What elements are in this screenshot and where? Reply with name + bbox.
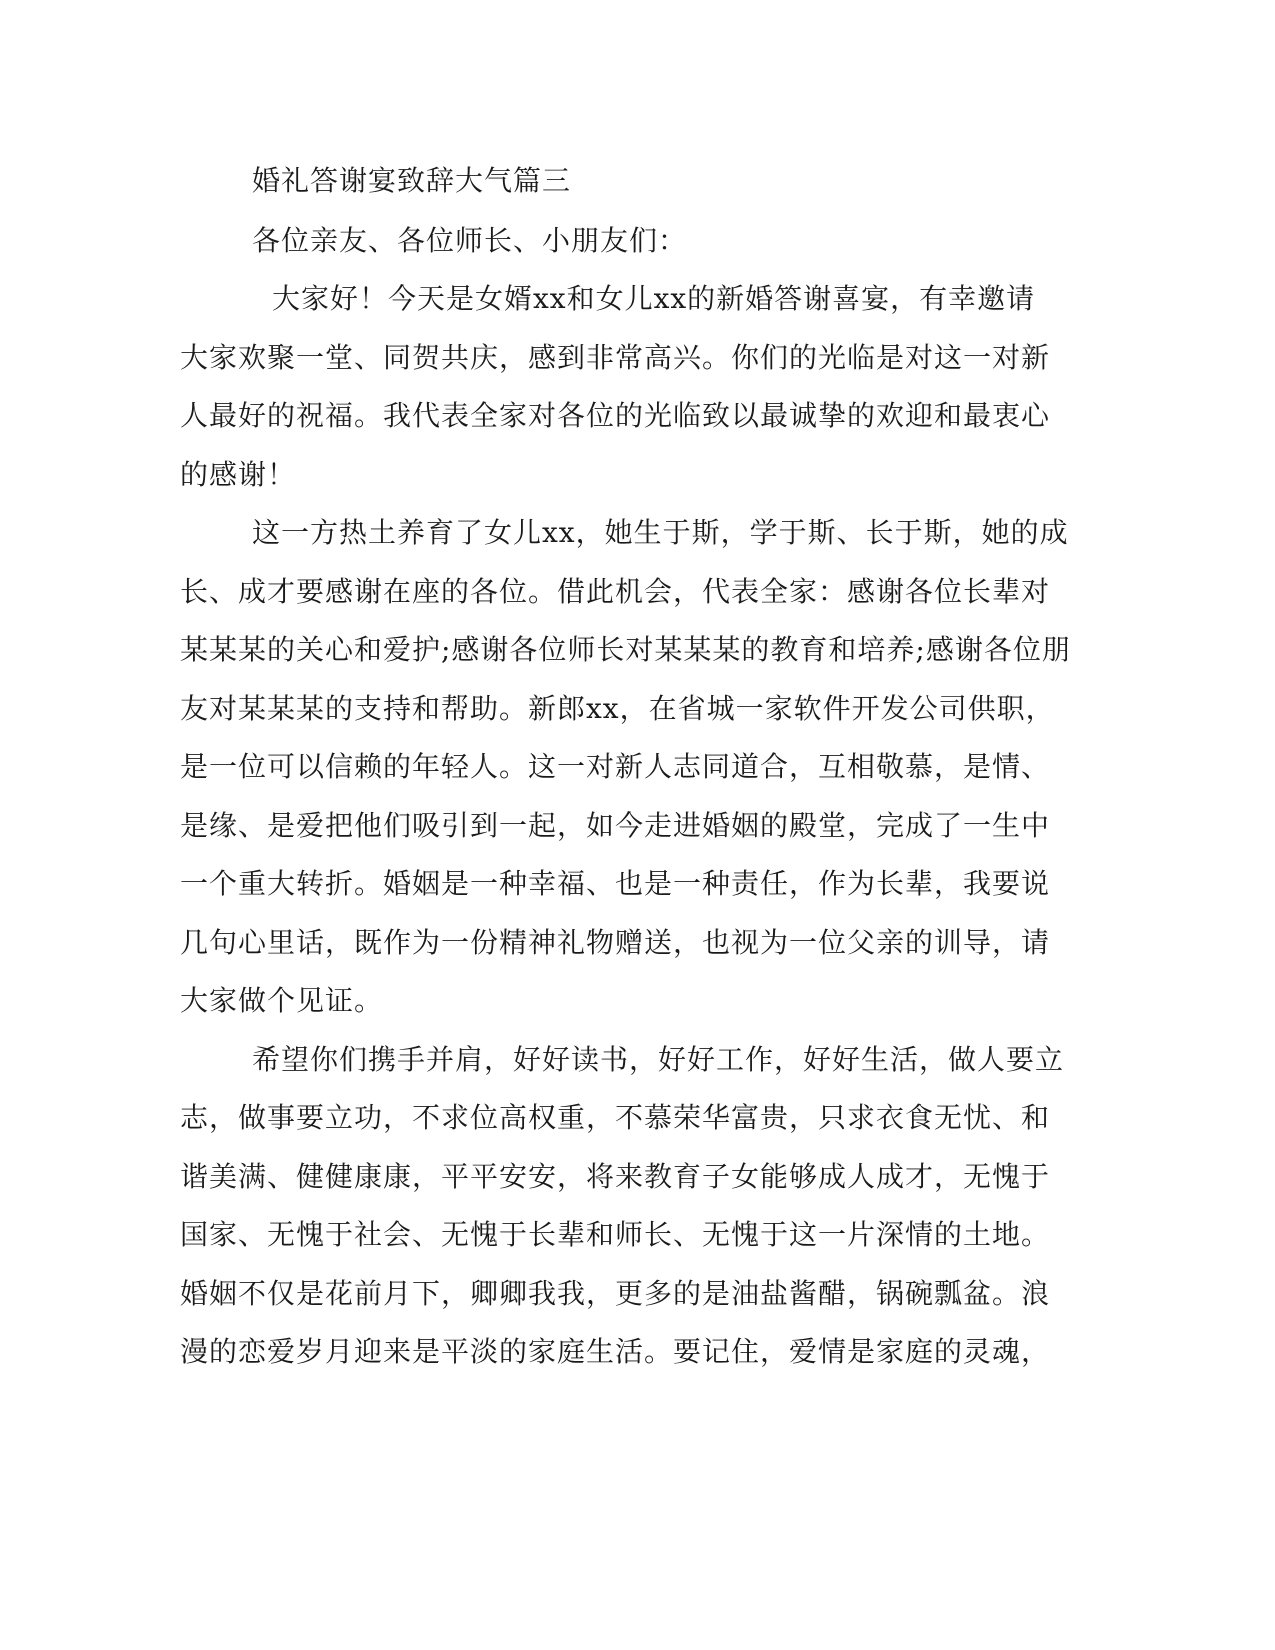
text-line: 漫的恋爱岁月迎来是平淡的家庭生活。要记住，爱情是家庭的灵魂， bbox=[180, 1335, 1051, 1368]
text-line: 人最好的祝福。我代表全家对各位的光临致以最诚挚的欢迎和最衷心 bbox=[180, 399, 1051, 432]
text-line: 是缘、是爱把他们吸引到一起，如今走进婚姻的殿堂，完成了一生中 bbox=[180, 809, 1051, 842]
text-line: 婚姻不仅是花前月下，卿卿我我，更多的是油盐酱醋，锅碗瓢盆。浪 bbox=[180, 1277, 1051, 1310]
text-line: 大家好！今天是女婿xx和女儿xx的新婚答谢喜宴，有幸邀请 bbox=[272, 282, 1036, 315]
text-line: 志，做事要立功，不求位高权重，不慕荣华富贵，只求衣食无忧、和 bbox=[180, 1101, 1051, 1134]
text-line: 大家欢聚一堂、同贺共庆，感到非常高兴。你们的光临是对这一对新 bbox=[180, 341, 1051, 374]
text-line: 谐美满、健健康康，平平安安，将来教育子女能够成人成才，无愧于 bbox=[180, 1160, 1051, 1193]
text-line: 大家做个见证。 bbox=[180, 984, 384, 1017]
text-line: 某某某的关心和爱护;感谢各位师长对某某某的教育和培养;感谢各位朋 bbox=[180, 633, 1071, 666]
text-line: 是一位可以信赖的年轻人。这一对新人志同道合，互相敬慕，是情、 bbox=[180, 750, 1051, 783]
text-line: 这一方热土养育了女儿xx，她生于斯，学于斯、长于斯，她的成 bbox=[252, 516, 1069, 549]
text-line: 友对某某某的支持和帮助。新郎xx，在省城一家软件开发公司供职， bbox=[180, 692, 1055, 725]
text-line: 国家、无愧于社会、无愧于长辈和师长、无愧于这一片深情的土地。 bbox=[180, 1218, 1051, 1251]
text-line: 一个重大转折。婚姻是一种幸福、也是一种责任，作为长辈，我要说 bbox=[180, 867, 1051, 900]
text-line: 的感谢！ bbox=[180, 458, 297, 491]
salutation: 各位亲友、各位师长、小朋友们： bbox=[252, 224, 688, 257]
text-line: 长、成才要感谢在座的各位。借此机会，代表全家：感谢各位长辈对 bbox=[180, 575, 1051, 608]
text-line: 希望你们携手并肩，好好读书，好好工作，好好生活，做人要立 bbox=[252, 1043, 1065, 1076]
text-line: 几句心里话，既作为一份精神礼物赠送，也视为一位父亲的训导，请 bbox=[180, 926, 1051, 959]
document-title: 婚礼答谢宴致辞大气篇三 bbox=[252, 164, 572, 197]
